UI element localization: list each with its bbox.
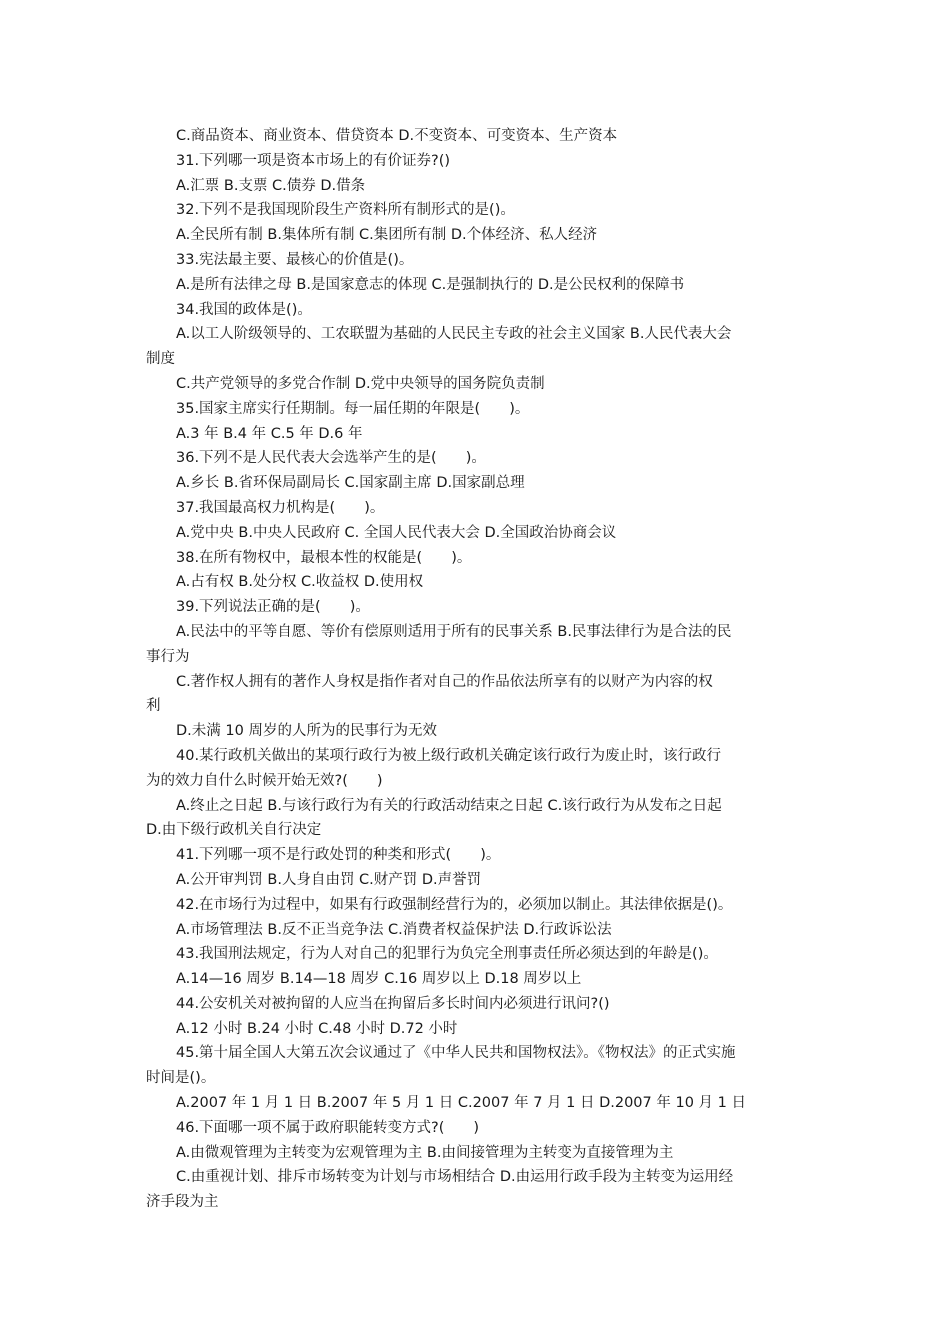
question-35: 35.国家主席实行任期制。每一届任期的年限是( )。 [176, 400, 530, 417]
options-39-c-wrap: 利 [146, 698, 161, 715]
options-46-cd: C.由重视计划、排斥市场转变为计划与市场相结合 D.由运用行政手段为主转变为运用经 [176, 1169, 734, 1186]
options-32: A.全民所有制 B.集体所有制 C.集团所有制 D.个体经济、私人经济 [176, 227, 598, 244]
options-40: A.终止之日起 B.与该行政行为有关的行政活动结束之日起 C.该行政行为从发布之日起 [176, 797, 722, 814]
options-41: A.公开审判罚 B.人身自由罚 C.财产罚 D.声誉罚 [176, 871, 482, 888]
question-32: 32.下列不是我国现阶段生产资料所有制形式的是()。 [176, 202, 515, 219]
question-43: 43.我国刑法规定，行为人对自己的犯罪行为负完全刑事责任所必须达到的年龄是()。 [176, 946, 718, 963]
question-42: 42.在市场行为过程中，如果有行政强制经营行为的，必须加以制止。其法律依据是()。 [176, 896, 733, 913]
options-39-ab: A.民法中的平等自愿、等价有偿原则适用于所有的民事关系 B.民事法律行为是合法的民 [176, 623, 732, 640]
question-33: 33.宪法最主要、最核心的价值是()。 [176, 251, 414, 268]
options-34-wrap: 制度 [146, 351, 175, 368]
options-37: A.党中央 B.中央人民政府 C. 全国人民代表大会 D.全国政治协商会议 [176, 524, 617, 541]
question-40-wrap: 为的效力自什么时候开始无效?( ) [146, 772, 383, 789]
options-43: A.14—16 周岁 B.14—18 周岁 C.16 周岁以上 D.18 周岁以上 [176, 971, 582, 988]
options-40-wrap: D.由下级行政机关自行决定 [146, 822, 322, 839]
options-34-cd: C.共产党领导的多党合作制 D.党中央领导的国务院负责制 [176, 375, 545, 392]
question-37: 37.我国最高权力机构是( )。 [176, 499, 385, 516]
question-40: 40.某行政机关做出的某项行政行为被上级行政机关确定该行政行为废止时，该行政行 [176, 747, 722, 764]
document-body [146, 124, 812, 1215]
options-44: A.12 小时 B.24 小时 C.48 小时 D.72 小时 [176, 1020, 458, 1037]
options-38: A.占有权 B.处分权 C.收益权 D.使用权 [176, 574, 424, 591]
options-36: A.乡长 B.省环保局副局长 C.国家副主席 D.国家副总理 [176, 475, 525, 492]
options-46-ab: A.由微观管理为主转变为宏观管理为主 B.由间接管理为主转变为直接管理为主 [176, 1144, 674, 1161]
options-39-c: C.著作权人拥有的著作人身权是指作者对自己的作品依法所享有的以财产为内容的权 [176, 673, 713, 690]
question-34: 34.我国的政体是()。 [176, 301, 312, 318]
options-31: A.汇票 B.支票 C.债券 D.借条 [176, 177, 366, 194]
options-34: A.以工人阶级领导的、工农联盟为基础的人民民主专政的社会主义国家 B.人民代表大会 [176, 326, 732, 343]
question-44: 44.公安机关对被拘留的人应当在拘留后多长时间内必须进行讯问?() [176, 995, 610, 1012]
question-45: 45.第十届全国人大第五次会议通过了《中华人民共和国物权法》。《物权法》的正式实施 [176, 1045, 736, 1062]
question-46: 46.下面哪一项不属于政府职能转变方式?( ) [176, 1119, 480, 1136]
question-45-wrap: 时间是()。 [146, 1070, 216, 1087]
option-line: C.商品资本、商业资本、借贷资本 D.不变资本、可变资本、生产资本 [176, 128, 618, 144]
options-45: A.2007 年 1 月 1 日 B.2007 年 5 月 1 日 C.2007 年 7 月 1 日 D.2007 年 10 月 1 日 [176, 1095, 746, 1112]
options-39-d: D.未满 10 周岁的人所为的民事行为无效 [176, 723, 437, 740]
question-36: 36.下列不是人民代表大会选举产生的是( )。 [176, 450, 486, 467]
options-33: A.是所有法律之母 B.是国家意志的体现 C.是强制执行的 D.是公民权利的保障书 [176, 276, 685, 293]
question-39: 39.下列说法正确的是( )。 [176, 599, 370, 616]
options-39-ab-wrap: 事行为 [146, 648, 190, 665]
options-42: A.市场管理法 B.反不正当竞争法 C.消费者权益保护法 D.行政诉讼法 [176, 921, 612, 938]
options-35: A.3 年 B.4 年 C.5 年 D.6 年 [176, 425, 363, 442]
question-31: 31.下列哪一项是资本市场上的有价证券?() [176, 152, 451, 169]
question-41: 41.下列哪一项不是行政处罚的种类和形式( )。 [176, 847, 501, 864]
question-38: 38.在所有物权中，最根本性的权能是( )。 [176, 549, 472, 566]
options-46-cd-wrap: 济手段为主 [146, 1194, 219, 1211]
